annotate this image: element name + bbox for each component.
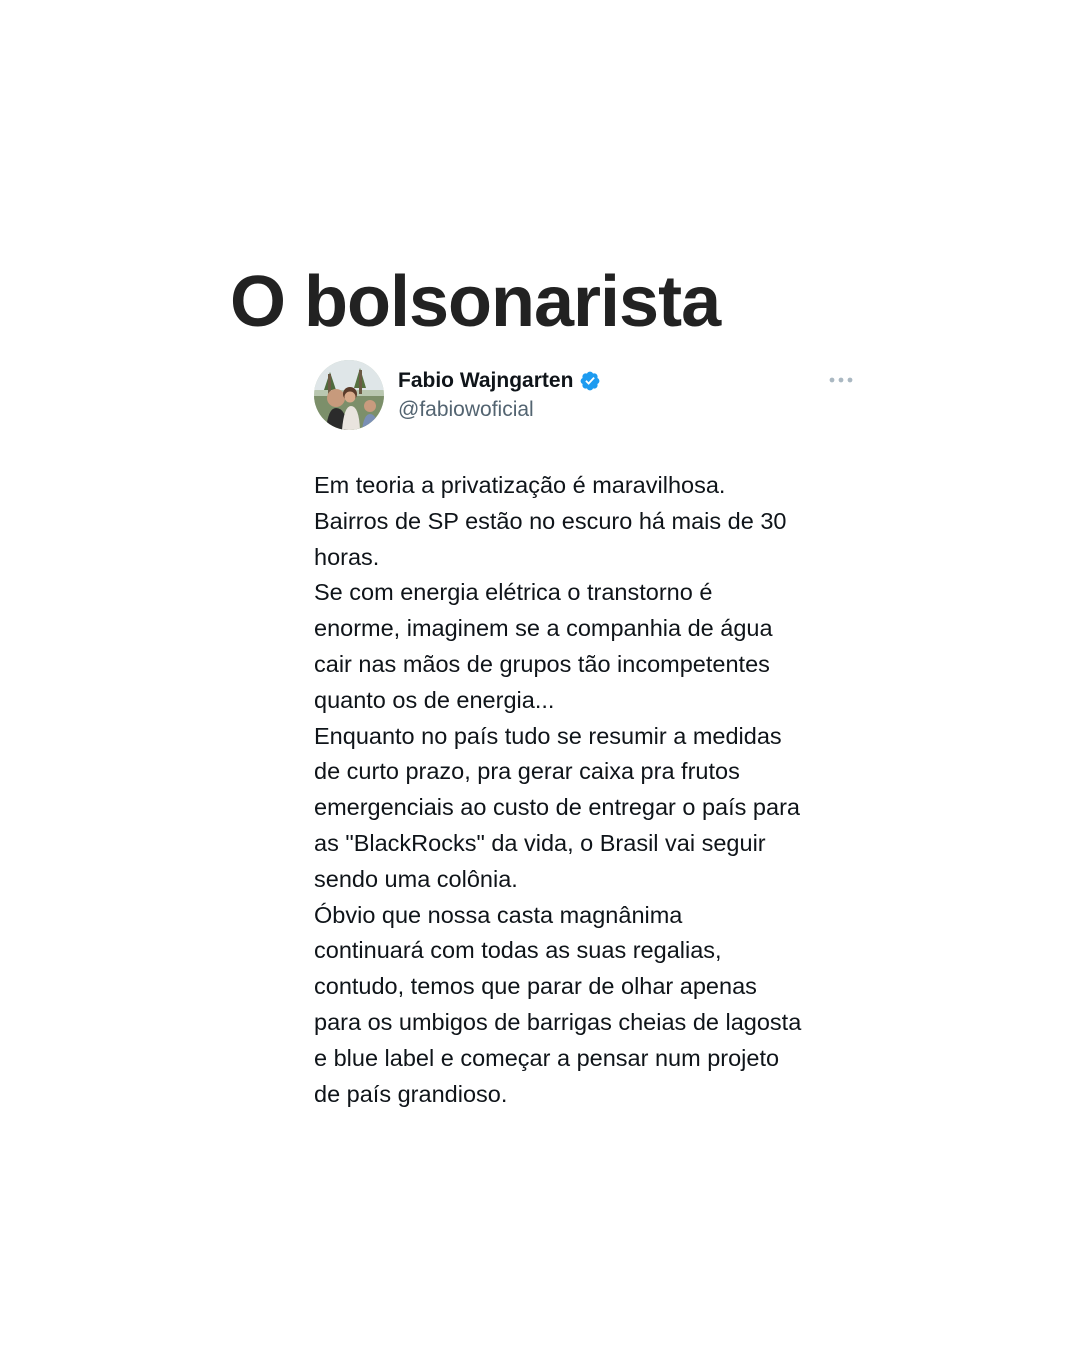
verified-badge-icon bbox=[579, 370, 601, 392]
tweet-text-line: Se com energia elétrica o transtorno é bbox=[314, 579, 713, 606]
tweet-text-line: de curto prazo, pra gerar caixa pra frutos bbox=[314, 758, 740, 785]
avatar[interactable] bbox=[314, 360, 384, 430]
tweet-text-line: sendo uma colônia. bbox=[314, 865, 518, 892]
tweet-text-line: Enquanto no país tudo se resumir a medidas bbox=[314, 722, 782, 749]
tweet-text-line: para os umbigos de barrigas cheias de lagosta bbox=[314, 1008, 802, 1035]
tweet-text-line: de país grandioso. bbox=[314, 1080, 508, 1107]
more-options-icon[interactable] bbox=[828, 370, 854, 390]
name-row bbox=[398, 366, 601, 396]
tweet-text-line: Bairros de SP estão no escuro há mais de 30 bbox=[314, 507, 787, 534]
tweet-text-line: as "BlackRocks" da vida, o Brasil vai seguir bbox=[314, 829, 766, 856]
tweet-text-line: Óbvio que nossa casta magnânima bbox=[314, 901, 683, 928]
avatar-photo bbox=[314, 360, 384, 430]
tweet-text-line: contudo, temos que parar de olhar apenas bbox=[314, 973, 757, 1000]
tweet-card bbox=[314, 360, 864, 1112]
tweet-text-line: enorme, imaginem se a companhia de água bbox=[314, 615, 773, 642]
tweet-text-line: e blue label e começar a pensar num projeto bbox=[314, 1044, 780, 1071]
headline: O bolsonarista bbox=[230, 262, 721, 342]
tweet-text-line: cair nas mãos de grupos tão incompetentes bbox=[314, 650, 770, 677]
tweet-text-line: Em teoria a privatização é maravilhosa. bbox=[314, 472, 726, 498]
tweet-text-line: emergenciais ao custo de entregar o país para bbox=[314, 794, 800, 821]
tweet-header bbox=[314, 360, 864, 430]
tweet-text bbox=[314, 468, 864, 1112]
tweet-text-line: quanto os de energia... bbox=[314, 686, 555, 713]
tweet-text-line: horas. bbox=[314, 543, 380, 570]
author-handle[interactable]: @fabiowoficial bbox=[398, 398, 534, 421]
author-name[interactable]: Fabio Wajngarten bbox=[398, 369, 574, 392]
author-block bbox=[398, 366, 601, 422]
tweet-text-line: continuará com todas as suas regalias, bbox=[314, 937, 722, 964]
